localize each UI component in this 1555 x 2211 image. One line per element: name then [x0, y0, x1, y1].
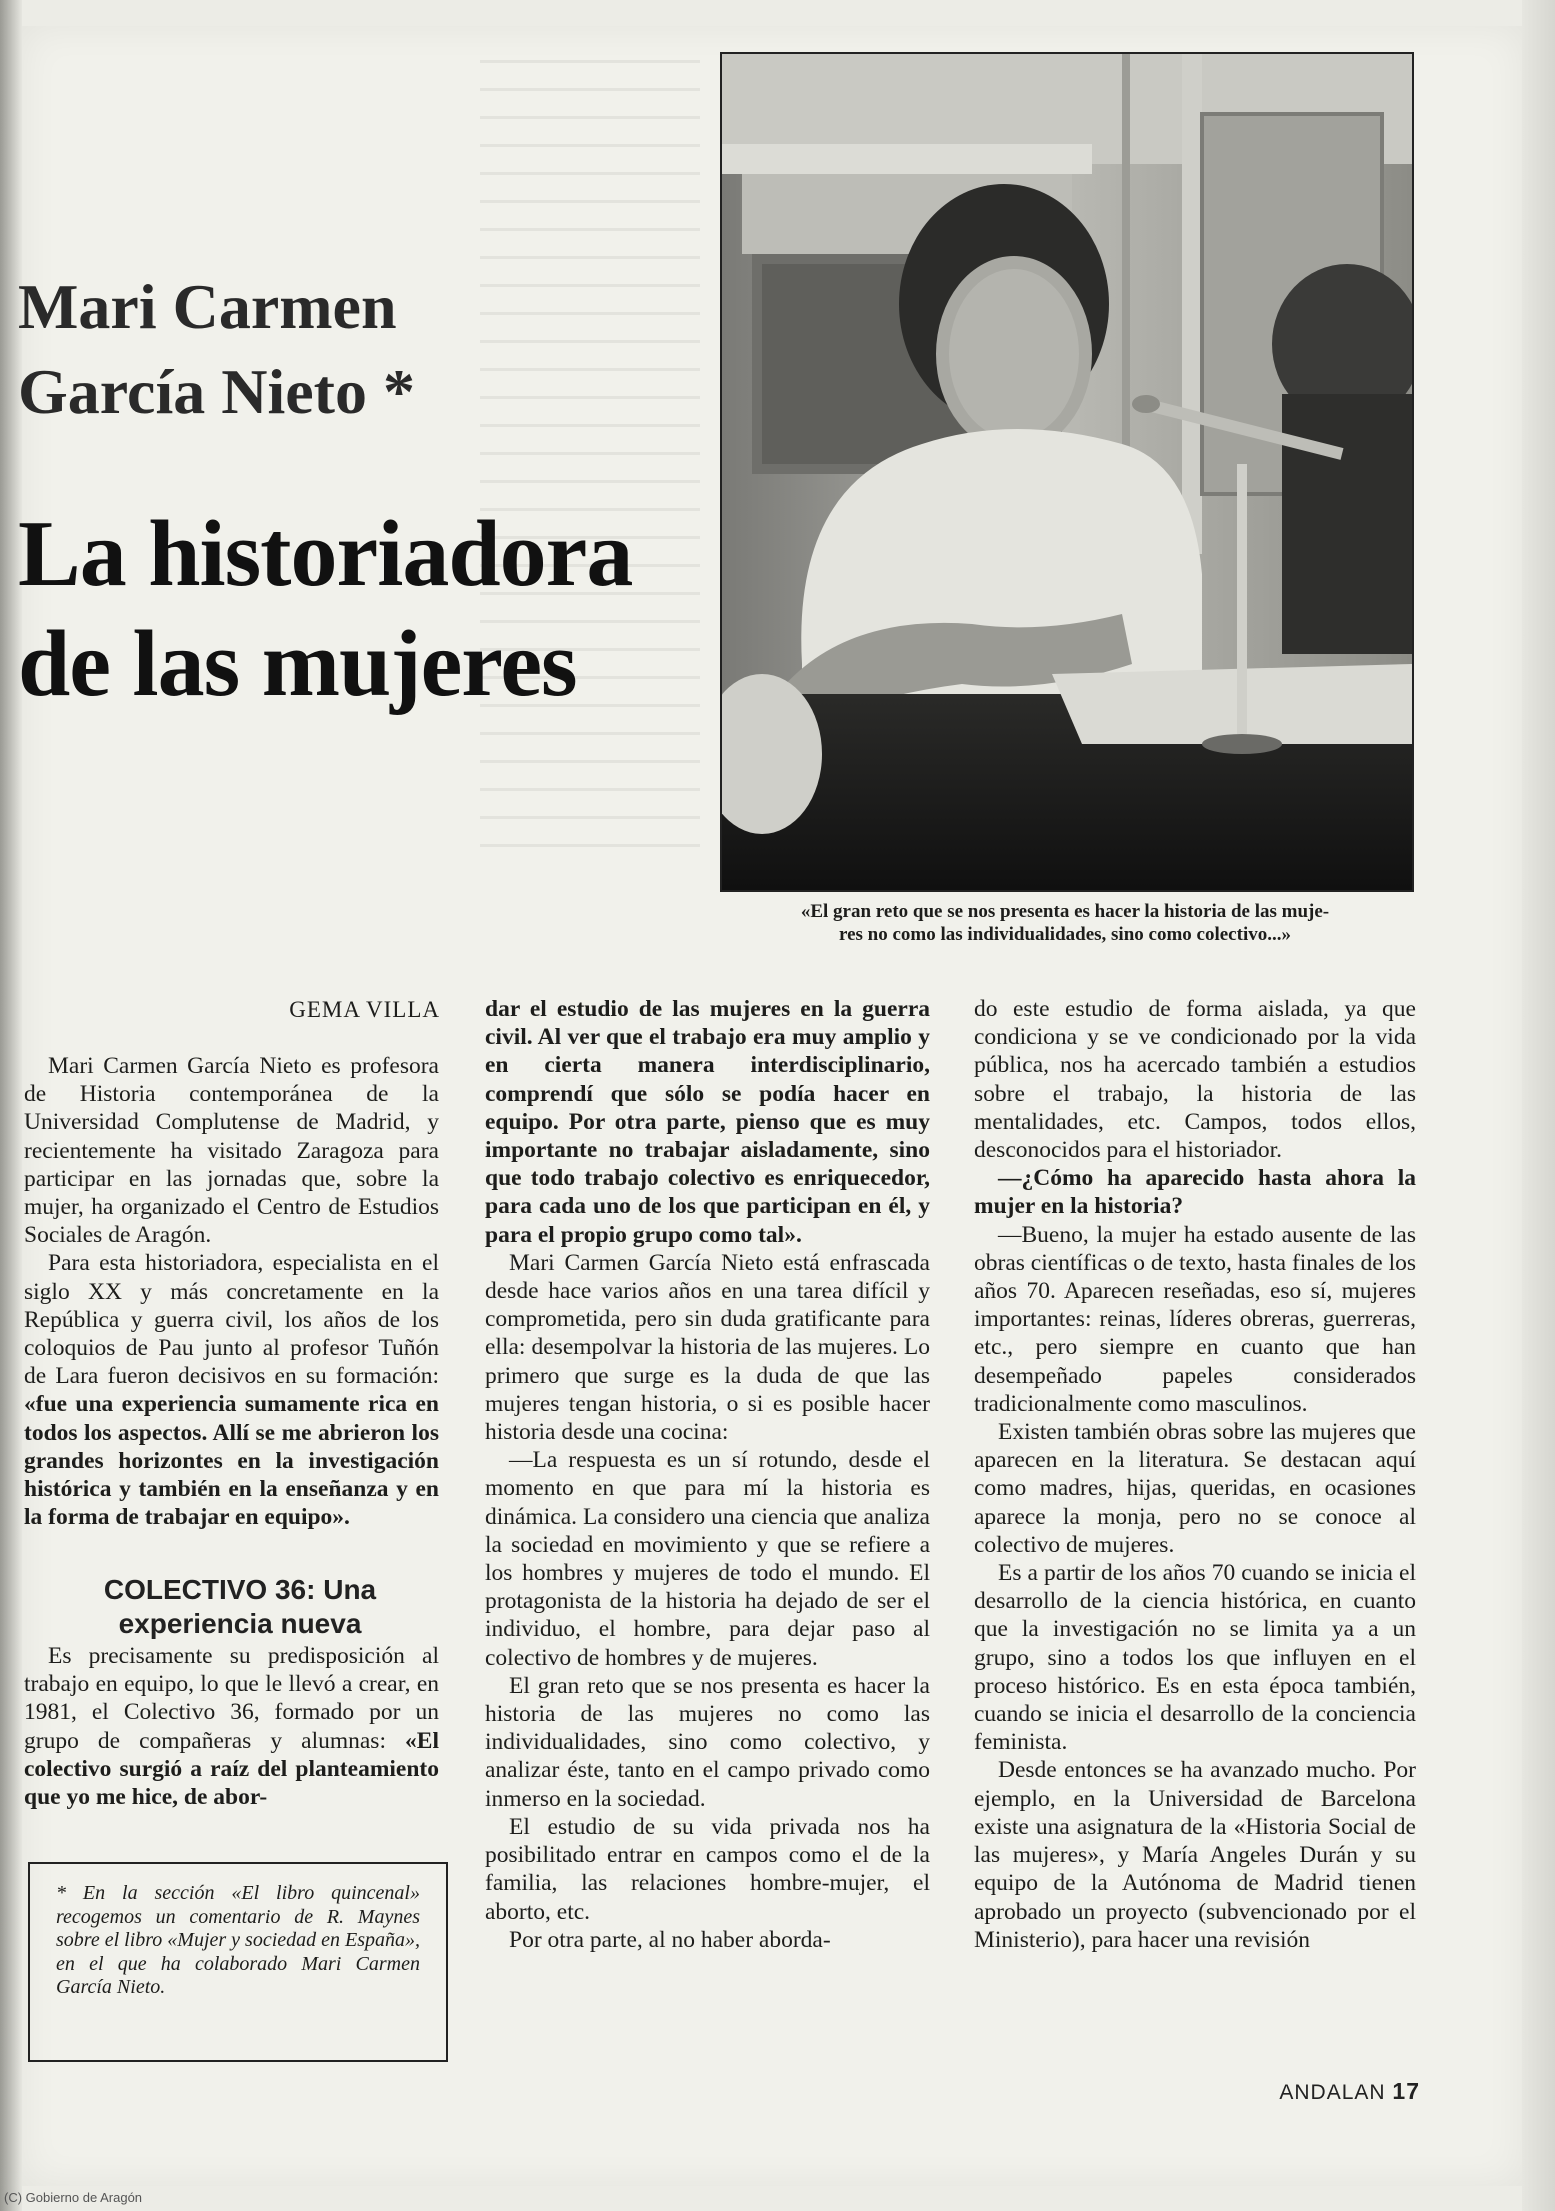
scan-right-edge — [1522, 0, 1555, 2211]
col1-p3-quote: «El colectivo surgió a raíz del planteamiento que yo me hice, de abor- — [24, 1727, 439, 1811]
article-column-2 — [485, 995, 930, 1954]
col2-paragraph-1 — [485, 995, 930, 1249]
col1-p2-quote: «fue una experiencia sumamente rica en todos los aspectos. Allí se me abrieron los grandes horizontes en la investigación histórica y también en la enseñanza y en la forma de trabajar en equipo». — [24, 1391, 439, 1531]
section-heading — [40, 1573, 440, 1641]
article-column-3 — [974, 995, 1416, 1954]
section-heading-line1: COLECTIVO 36: Una — [103, 1574, 377, 1605]
col3-question-text: —¿Cómo ha aparecido hasta ahora la mujer en la historia? — [974, 1165, 1416, 1220]
headline-line1: La historiadora — [18, 502, 633, 606]
author-byline: GEMA VILLA — [289, 997, 440, 1022]
caption-line1: «El gran reto que se nos presenta es hacer la historia de las muje- — [800, 901, 1330, 922]
col1-paragraph-1: Mari Carmen García Nieto es profesora de Historia contemporánea de la Universidad Complutense de Madrid, y recientemente ha visitado Zaragoza para participar en las jornadas que, sobre la mujer, ha organizado el Centro de Estudios Sociales de Aragón. — [24, 1053, 439, 1249]
col1-p2-text: Para esta historiadora, especialista en el siglo XX y más concretamente en la República y guerra civil, los años de los coloquios de Pau junto al profesor Tuñón de Lara fueron decisivos en su formación: — [24, 1250, 439, 1390]
col3-paragraph-2: —Bueno, la mujer ha estado ausente de las obras científicas o de texto, hasta finales de los años 70. Aparecen reseñadas, eso sí, mujeres importantes: reinas, líderes obreras, guerreras, etc., pero siempre en cuanto que han desempeñado papeles considerados tradicionalmente como masculinos. — [974, 1221, 1416, 1417]
col2-paragraph-5: El estudio de su vida privada nos ha posibilitado entrar en campos como el de la familia, las relaciones hombre-mujer, el aborto, etc. — [485, 1813, 930, 1925]
col3-paragraph-4: Es a partir de los años 70 cuando se inicia el desarrollo de la ciencia histórica, en cuanto que la investigación no se limita ya a un grupo, sino a todos los que influyen en el proceso histórico. Es en esta época también, cuando se inicia el desarrollo de la conciencia feminista. — [974, 1560, 1416, 1756]
col3-paragraph-3: Existen también obras sobre las mujeres que aparecen en la literatura. Se destacan aquí como madres, hijas, queridas, en ocasiones aparece la monja, pero no se conoce al colectivo de mujeres. — [974, 1419, 1416, 1558]
article-column-1 — [24, 1052, 439, 1531]
col1-paragraph-2 — [24, 1249, 439, 1531]
col2-paragraph-3: —La respuesta es un sí rotundo, desde el momento en que para mí la historia es dinámica. La considero una ciencia que analiza la sociedad en movimiento y que se refiere a los hombres y mujeres de todo el mundo. El protagonista de la historia ha dejado de ser el individuo, el hombre, para dejar paso al colectivo de hombres y de mujeres. — [485, 1447, 930, 1671]
title-name-line2: García Nieto * — [18, 356, 415, 427]
col2-p1-quote: dar el estudio de las mujeres en la guerra civil. Al ver que el trabajo era muy amplio y en cierta manera interdisciplinario, comprendí que sólo se podía hacer en equipo. Por otra parte, pienso que es muy importante no trabajar aisladamente, sino que todo trabajo colectivo es enriquecedor, para cada uno de los que participan en él, y para el propio grupo como tal». — [485, 996, 930, 1248]
col2-paragraph-4: El gran reto que se nos presenta es hacer la historia de las mujeres no como las individualidades, sino como colectivo, y analizar éste, tanto en el campo privado como inmerso en la sociedad. — [485, 1672, 930, 1812]
headline-line2: de las mujeres — [18, 612, 577, 716]
col1-p3-text: Es precisamente su predisposición al trabajo en equipo, lo que le llevó a crear, en 1981, el Colectivo 36, formado por un grupo de compañeras y alumnas: — [24, 1643, 439, 1754]
col3-question-1 — [974, 1164, 1416, 1220]
col3-paragraph-1: do este estudio de forma aislada, ya que condiciona y se ve condicionado por la vida pública, nos ha acercado también a estudios sobre el trabajo, la historia de las mentalidades, etc. Campos, todos ellos, desconocidos para el historiador. — [974, 996, 1416, 1164]
article-column-1-continued — [24, 1642, 439, 1811]
col3-paragraph-5: Desde entonces se ha avanzado mucho. Por ejemplo, en la Universidad de Barcelona existe una asignatura de la «Historia Social de las mujeres», y María Angeles Durán y su equipo de la Autónoma de Madrid tienen aprobado un proyecto (subvencionado por el Ministerio), para hacer una revisión — [974, 1757, 1416, 1953]
publication-name: ANDALAN — [1279, 2081, 1386, 2104]
show-through-text — [480, 60, 700, 860]
col1-paragraph-3 — [24, 1642, 439, 1811]
footnote-box: * En la sección «El libro quincenal» recogemos un comentario de R. Maynes sobre el libro «Mujer y sociedad en España», en el que ha colaborado Mari Carmen García Nieto. — [28, 1862, 448, 2062]
title-name-line1: Mari Carmen — [18, 271, 397, 342]
interview-photo — [720, 52, 1414, 892]
section-heading-line2: experiencia nueva — [118, 1608, 362, 1639]
col2-paragraph-2: Mari Carmen García Nieto está enfrascada desde hace varios años en una tarea difícil y comprometida, pero sin duda gratificante para ella: desempolvar la historia de las mujeres. Lo primero que surge es la duda de que las mujeres tengan historia, o si es posible hacer historia desde una cocina: — [485, 1249, 930, 1446]
photo-caption — [720, 900, 1410, 946]
caption-line2: res no como las individualidades, sino como colectivo...» — [839, 924, 1291, 945]
page-footer — [1279, 2078, 1420, 2105]
copyright-watermark: (C) Gobierno de Aragón — [4, 2190, 143, 2205]
photo-illustration — [722, 54, 1412, 890]
col2-paragraph-6: Por otra parte, al no haber aborda- — [509, 1926, 831, 1953]
page-number: 17 — [1392, 2078, 1420, 2104]
